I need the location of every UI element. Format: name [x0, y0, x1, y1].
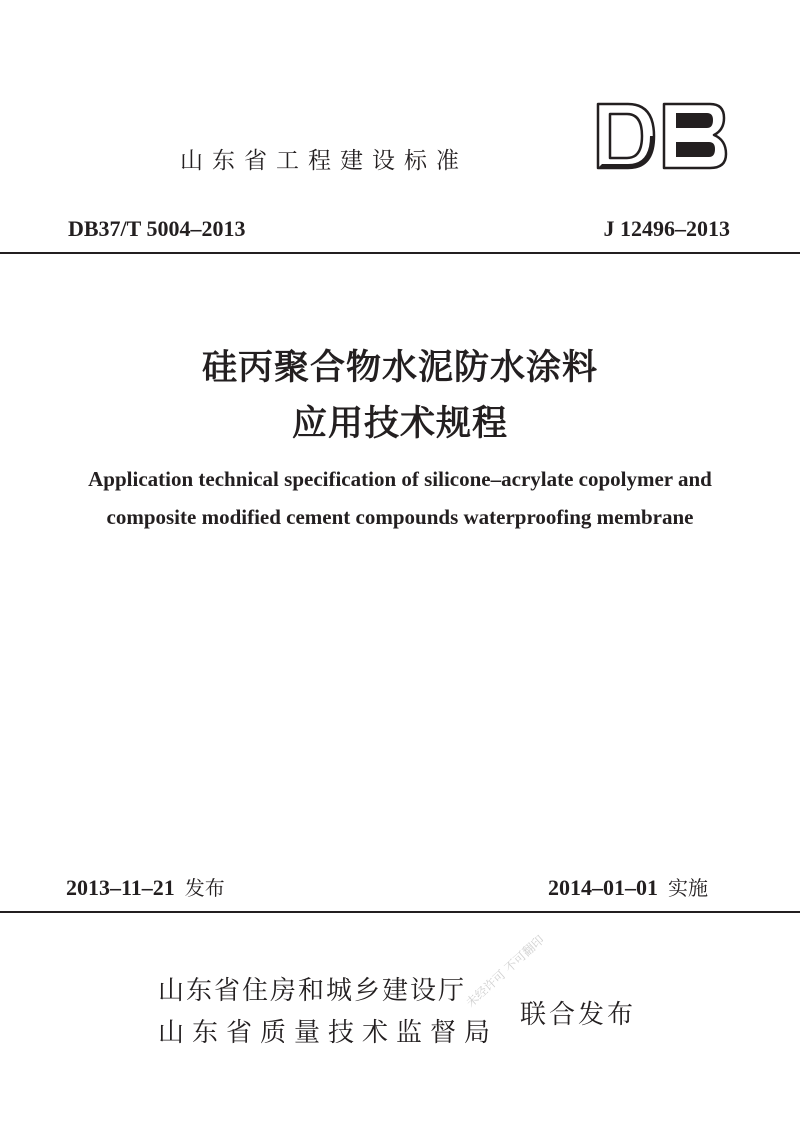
joint-issue-label: 联合发布 — [520, 1000, 637, 1030]
db-logo-icon — [594, 100, 730, 172]
record-number: J 12496–2013 — [603, 216, 730, 241]
standard-code: DB37/T 5004–2013 — [68, 216, 246, 241]
issuer-housing-department: 山东省住房和城乡建设厅 — [158, 976, 467, 1006]
bottom-divider — [0, 911, 800, 913]
issuer-quality-bureau: 山东省质量技术监督局 — [158, 1018, 499, 1048]
chinese-title-line1: 硅丙聚合物水泥防水涂料 — [201, 347, 598, 388]
implement-date-block — [548, 872, 708, 901]
implement-date: 2014–01–01 — [548, 875, 658, 900]
issue-date: 2013–11–21 — [66, 875, 175, 900]
implement-label: 实施 — [668, 876, 708, 900]
standard-category: 山东省工程建设标准 — [180, 148, 468, 174]
english-title: Application technical specification of silicone–acrylate copolymer and composite modified cement compounds waterproofing membrane — [88, 467, 712, 529]
issue-label: 发布 — [184, 876, 225, 900]
chinese-title-line2: 应用技术规程 — [291, 403, 508, 444]
top-divider — [0, 252, 800, 254]
issue-date-block — [66, 872, 225, 901]
watermark: 未经许可 不可翻印 — [463, 932, 547, 1010]
